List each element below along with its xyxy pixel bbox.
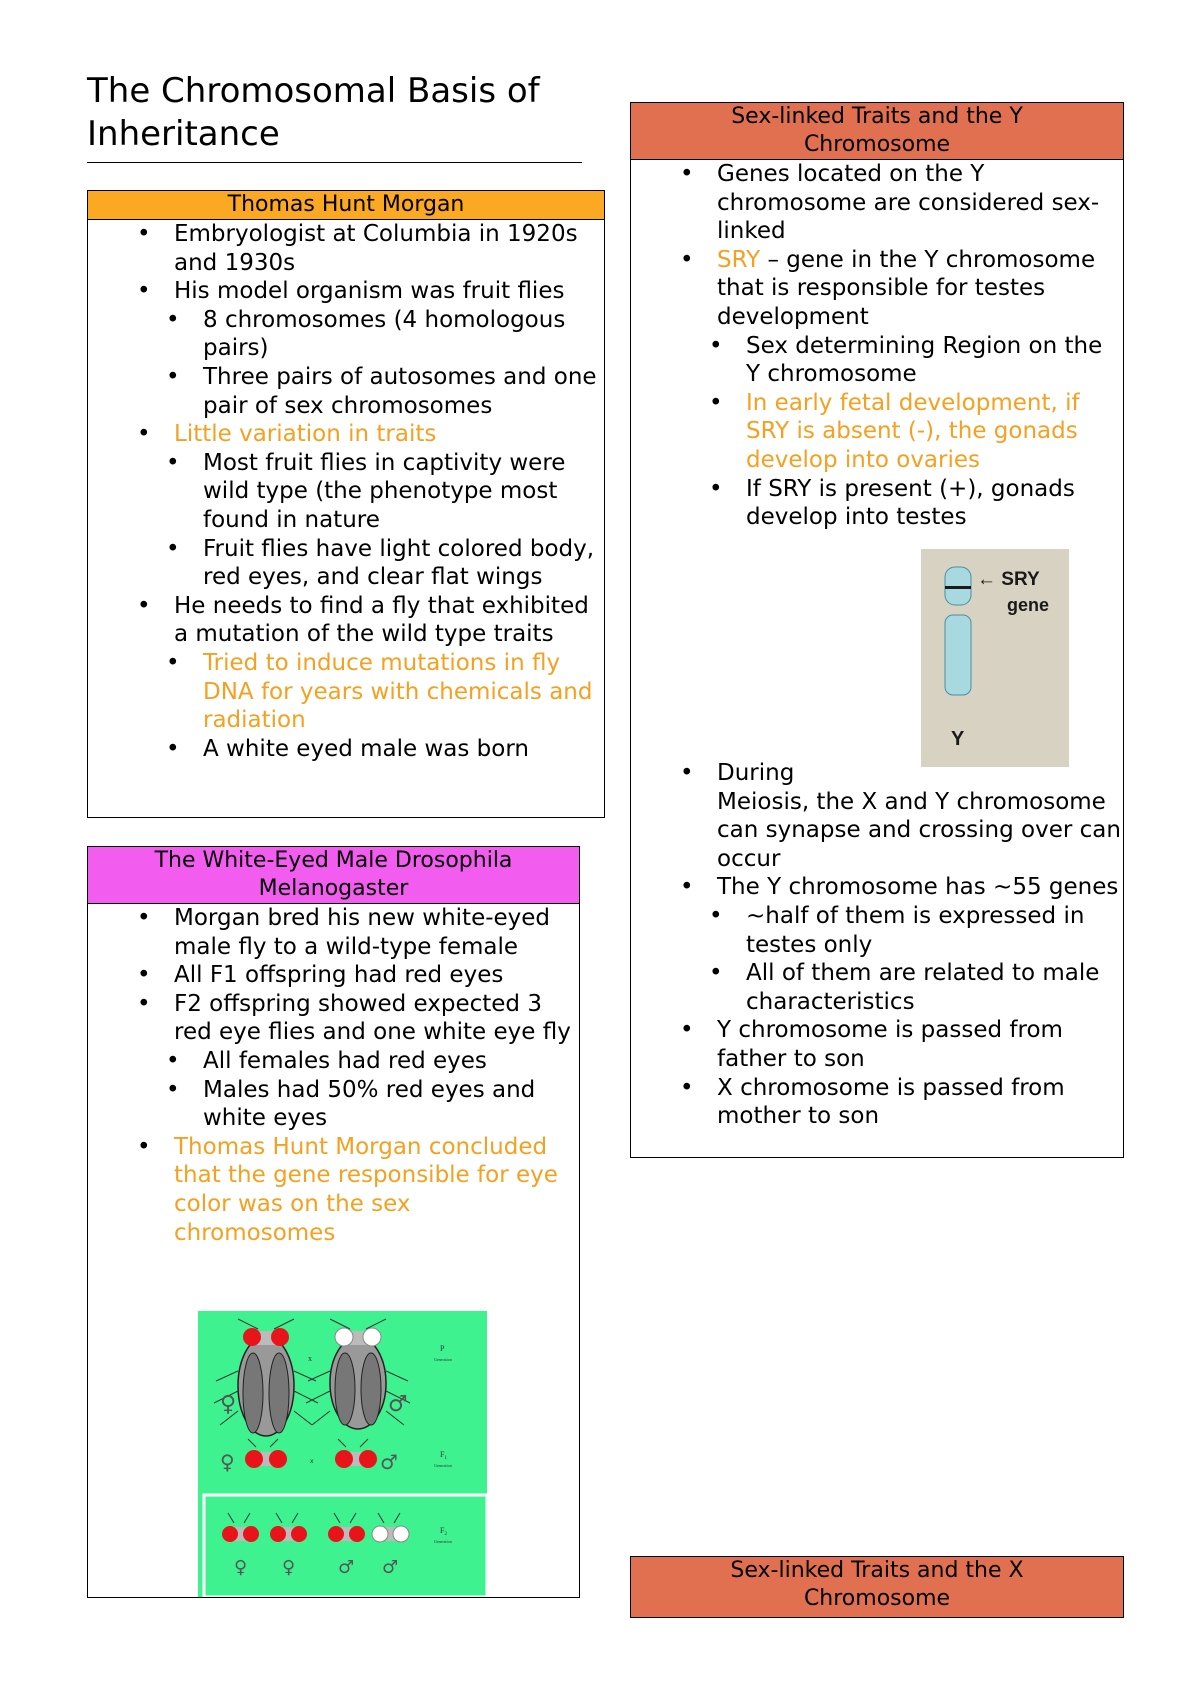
y-chromosome-long-arm — [945, 615, 971, 695]
bullet-icon: • — [709, 332, 723, 359]
list-item — [88, 990, 579, 1047]
f2-male-symbol-1: ♂ — [338, 1557, 355, 1578]
p-cross-symbol: x — [308, 1354, 312, 1363]
list-item — [631, 1016, 1123, 1073]
bullet-icon: • — [166, 1076, 180, 1103]
list-item-highlight: SRY — [717, 246, 761, 273]
p-gen-sub: Generation — [434, 1357, 452, 1362]
list-item-text: A white eyed male was born — [203, 735, 529, 762]
list-item — [88, 1133, 579, 1247]
list-item — [88, 420, 604, 449]
list-item — [88, 1076, 579, 1133]
y-chromosome-figure — [921, 549, 1069, 767]
f2-gen-label: $F_2$ — [440, 1526, 447, 1537]
list-item-text: All F1 offspring had red eyes — [174, 962, 504, 989]
list-item-text: Sex determining Region on the Y chromosome — [746, 332, 1103, 388]
list-item — [88, 277, 604, 306]
bullet-icon: • — [137, 990, 151, 1017]
list-item-text: ~half of them is expressed in testes only — [746, 902, 1085, 958]
bullet-icon: • — [166, 306, 180, 333]
bullet-icon: • — [709, 960, 723, 987]
list-item — [88, 592, 604, 649]
list-item-text: Meiosis, the X and Y chromosome can synapse and crossing over can occur — [717, 788, 1121, 872]
white-eyed-box — [87, 846, 580, 1598]
bullet-icon: • — [709, 475, 723, 502]
bullet-icon: • — [166, 1047, 180, 1074]
bullet-icon: • — [680, 246, 694, 273]
list-item-text: 8 chromosomes (4 homologous pairs) — [203, 306, 566, 362]
p-female-symbol: ♀ — [220, 1392, 237, 1417]
f2-gen-sub: Generation — [434, 1539, 452, 1544]
p-gen-label: P — [440, 1344, 445, 1353]
bullet-icon: • — [166, 535, 180, 562]
x-chromosome-header: Sex-linked Traits and the X Chromosome — [631, 1557, 1123, 1617]
bullet-icon: • — [166, 735, 180, 762]
list-item-text: Tried to induce mutations in fly DNA for years with chemicals and radiation — [203, 649, 593, 734]
list-item-text: All females had red eyes — [203, 1047, 487, 1074]
bullet-icon: • — [166, 649, 180, 676]
bullet-icon: • — [680, 1074, 694, 1101]
bullet-icon: • — [137, 221, 151, 247]
list-item — [631, 160, 1123, 246]
list-item — [88, 904, 579, 961]
list-item — [631, 475, 1123, 532]
f1-gen-label: $F_1$ — [440, 1450, 447, 1461]
morgan-header: Thomas Hunt Morgan — [88, 191, 604, 220]
y-chromosome-list-top — [631, 160, 1123, 532]
list-item — [88, 961, 579, 990]
bullet-icon: • — [137, 905, 151, 931]
f2-male-symbol-2: ♂ — [382, 1557, 399, 1578]
list-item — [88, 649, 604, 735]
list-item-text: Embryologist at Columbia in 1920s and 1930s — [174, 221, 578, 276]
list-item-text: The Y chromosome has ~55 genes — [717, 874, 1119, 901]
list-item — [631, 332, 1123, 389]
list-item — [631, 959, 1123, 1016]
list-item-text: Morgan bred his new white-eyed male fly to a wild-type female — [174, 905, 551, 960]
bullet-icon: • — [137, 1133, 151, 1160]
list-item-text: Most fruit flies in captivity were wild type (the phenotype most found in nature — [203, 449, 566, 533]
white-eyed-header: The White-Eyed Male Drosophila Melanogaster — [88, 847, 579, 904]
list-item-text: Little variation in traits — [174, 421, 437, 448]
f1-cross-symbol: x — [310, 1458, 314, 1465]
p-male-symbol: ♂ — [388, 1392, 408, 1417]
bullet-icon: • — [137, 962, 151, 989]
list-item — [631, 246, 1123, 332]
f2-female-symbol-1: ♀ — [234, 1557, 248, 1578]
bullet-icon: • — [680, 874, 694, 901]
bullet-icon: • — [137, 592, 151, 619]
f1-gen-sub: Generation — [434, 1463, 452, 1468]
f1-female-symbol: ♀ — [220, 1450, 235, 1474]
list-item — [88, 449, 604, 535]
x-chromosome-box — [630, 1556, 1124, 1618]
f1-male-symbol: ♂ — [380, 1450, 398, 1474]
list-item-text: Genes located on the Y chromosome are considered sex-linked — [717, 161, 1100, 245]
y-chromosome-label: Y — [951, 728, 965, 750]
list-item-text: His model organism was fruit flies — [174, 278, 565, 305]
morgan-box — [87, 190, 605, 818]
sry-gene-label: gene — [1007, 595, 1050, 615]
page-title: The Chromosomal Basis of Inheritance — [87, 70, 582, 163]
list-item — [88, 220, 604, 277]
list-item — [88, 535, 604, 592]
y-chromosome-header: Sex-linked Traits and the Y Chromosome — [631, 103, 1123, 160]
list-item — [631, 902, 1123, 959]
list-item-text: He needs to find a fly that exhibited a mutation of the wild type traits — [174, 592, 589, 648]
bullet-icon: • — [166, 449, 180, 476]
list-item-text: Y chromosome is passed from father to son — [717, 1017, 1063, 1072]
morgan-list — [88, 220, 604, 763]
list-item-text: Three pairs of autosomes and one pair of sex chromosomes — [203, 363, 597, 419]
list-item-text: All of them are related to male characteristics — [746, 960, 1100, 1015]
f2-female-symbol-2: ♀ — [282, 1557, 296, 1578]
bullet-icon: • — [680, 760, 694, 786]
list-item-text: During — [717, 760, 795, 786]
list-item-text: Thomas Hunt Morgan concluded that the gene responsible for eye color was on the sex chromosomes — [174, 1133, 558, 1246]
list-item-text: If SRY is present (+), gonads develop into testes — [746, 475, 1075, 531]
list-item — [631, 873, 1123, 902]
y-chromosome-list-bottom — [631, 759, 1123, 1131]
bullet-icon: • — [680, 1017, 694, 1044]
bullet-icon: • — [709, 389, 723, 416]
list-item — [631, 1074, 1123, 1131]
list-item-text: F2 offspring showed expected 3 red eye flies and one white eye fly — [174, 990, 571, 1046]
list-item — [88, 1047, 579, 1076]
y-chromosome-box — [630, 102, 1124, 1158]
bullet-icon: • — [137, 278, 151, 305]
bullet-icon: • — [166, 363, 180, 390]
list-item-text: Fruit flies have light colored body, red eyes, and clear flat wings — [203, 535, 595, 591]
list-item-text: – gene in the Y chromosome that is responsible for testes development — [717, 246, 1096, 330]
sry-arrow-label: ← SRY — [977, 569, 1040, 590]
bullet-icon: • — [137, 421, 151, 448]
bullet-icon: • — [680, 161, 694, 187]
bullet-icon: • — [709, 902, 723, 929]
list-item — [631, 389, 1123, 475]
list-item — [88, 306, 604, 363]
list-item — [88, 363, 604, 420]
sry-band — [945, 586, 971, 589]
list-item-text: X chromosome is passed from mother to son — [717, 1074, 1065, 1130]
list-item — [631, 759, 1123, 873]
list-item — [88, 735, 604, 764]
list-item-text: In early fetal development, if SRY is absent (-), the gonads develop into ovaries — [746, 389, 1080, 473]
list-item-text: Males had 50% red eyes and white eyes — [203, 1076, 536, 1132]
white-eyed-list — [88, 904, 579, 1247]
drosophila-cross-figure — [198, 1311, 487, 1597]
